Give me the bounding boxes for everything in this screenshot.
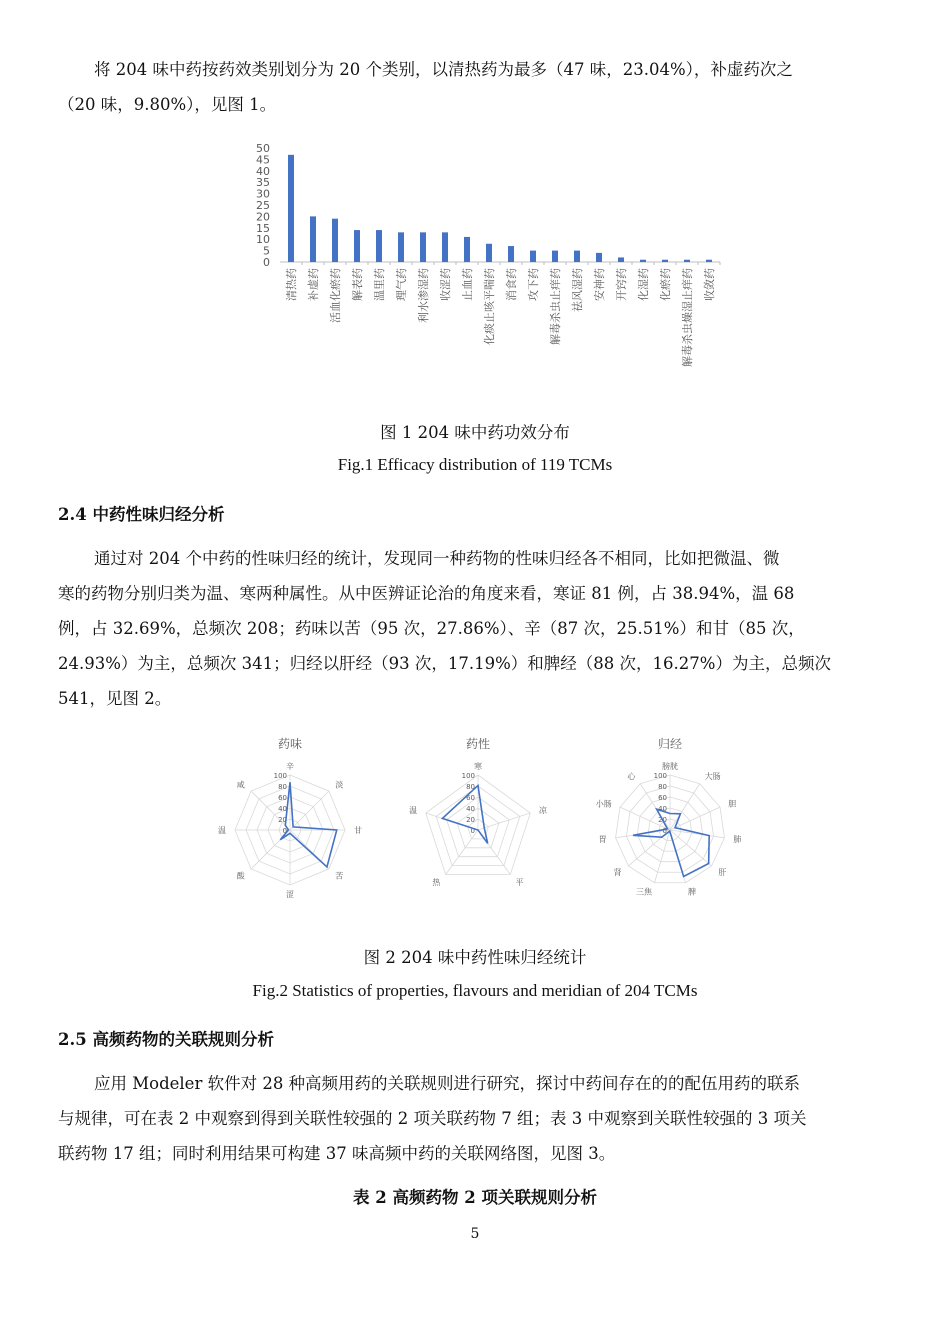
radar-tick-label: 60 — [278, 794, 287, 802]
bar — [684, 260, 690, 262]
radar-tick-label: 20 — [466, 816, 475, 824]
radar-axis-label: 咸 — [236, 780, 245, 790]
y-tick-label: 45 — [256, 153, 270, 167]
x-tick-label: 清热药 — [285, 268, 298, 301]
radar-tick-label: 40 — [278, 805, 287, 813]
bar — [530, 251, 536, 262]
radar-axis-label: 胆 — [728, 799, 737, 809]
radar-tick-label: 100 — [461, 772, 475, 780]
radar-chart — [218, 736, 362, 899]
bar — [596, 253, 602, 262]
bar — [442, 232, 448, 262]
x-tick-label: 化痰止咳平喘药 — [483, 268, 496, 345]
radar-axis-label: 甘 — [354, 826, 362, 835]
y-tick-label: 20 — [256, 210, 270, 224]
radar-tick-label: 60 — [466, 794, 475, 802]
radar-title: 归经 — [657, 737, 683, 751]
y-tick-label: 5 — [263, 244, 270, 258]
bar — [310, 216, 316, 262]
radar-axis-label: 三焦 — [635, 887, 652, 897]
radar-title: 药味 — [277, 737, 303, 751]
radar-tick-label: 0 — [282, 827, 287, 835]
text-line: 与规律，可在表 2 中观察到得到关联性较强的 2 项关联药物 7 组；表 3 中观察到关联性较强的 3 项关 — [58, 1109, 807, 1128]
x-tick-label: 利水渗湿药 — [417, 268, 430, 323]
fig1-caption-en: Fig.1 Efficacy distribution of 119 TCMs — [337, 455, 613, 474]
x-tick-label: 解毒杀虫燥湿止痒药 — [681, 268, 694, 367]
radar-axis-label: 淡 — [335, 780, 344, 790]
x-tick-label: 温里药 — [373, 268, 386, 301]
radar-axis-label: 涩 — [286, 890, 294, 899]
section-heading-2-5: 2.5 高频药物的关联规则分析 — [58, 1030, 274, 1049]
text-line: 24.93%）为主，总频次 341；归经以肝经（93 次，17.19%）和脾经（88 次，16.27%）为主，总频次 — [58, 654, 831, 673]
radar-axis-label: 肺 — [733, 835, 742, 845]
radar-axis-label: 脾 — [688, 887, 697, 897]
table2-title: 表 2 高频药物 2 项关联规则分析 — [353, 1188, 597, 1207]
radar-axis-label: 温 — [409, 806, 418, 816]
radar-axis-label: 平 — [515, 877, 524, 887]
bar — [574, 251, 580, 262]
efficacy-bar-chart — [240, 140, 740, 395]
x-tick-label: 止血药 — [461, 268, 474, 301]
fig1-caption-cn: 图 1 204 味中药功效分布 — [380, 423, 570, 442]
y-tick-label: 0 — [263, 256, 270, 269]
x-tick-label: 活血化瘀药 — [329, 268, 342, 323]
bar — [354, 230, 360, 262]
radar-series-line — [280, 782, 336, 867]
radar-tick-label: 40 — [466, 805, 475, 813]
radar-tick-label: 40 — [658, 805, 667, 813]
bar — [552, 251, 558, 262]
bar — [288, 155, 294, 262]
text-line: 应用 Modeler 软件对 28 种高频用药的关联规则进行研究，探讨中药间存在的的配伍用药的联系 — [94, 1074, 801, 1093]
property-radar-charts — [200, 730, 760, 915]
paragraph-efficacy-intro — [58, 52, 892, 122]
radar-axis-label: 酸 — [236, 871, 245, 881]
radar-tick-label: 100 — [653, 772, 667, 780]
y-tick-label: 15 — [256, 221, 270, 235]
radar-axis-label: 热 — [432, 877, 441, 887]
text-line: 寒的药物分别归类为温、寒两种属性。从中医辨证论治的角度来看，寒证 81 例，占 38.94%，温 68 — [58, 584, 795, 603]
radar-axis-label: 寒 — [474, 762, 482, 771]
radar-tick-label: 80 — [278, 783, 287, 791]
bar — [332, 219, 338, 262]
radar-tick-label: 60 — [658, 794, 667, 802]
radar-tick-label: 80 — [466, 783, 475, 791]
paragraph-property-analysis — [58, 541, 892, 716]
x-tick-label: 解毒杀虫止痒药 — [549, 268, 562, 345]
text-line: 通过对 204 个中药的性味归经的统计，发现同一种药物的性味归经各不相同，比如把微温、微 — [94, 549, 780, 568]
x-tick-label: 理气药 — [395, 268, 408, 301]
radar-axis-label: 肝 — [718, 867, 727, 877]
x-tick-label: 消食药 — [505, 268, 518, 301]
radar-axis-label: 心 — [627, 772, 636, 782]
fig2-caption-en: Fig.2 Statistics of properties, flavours and meridian of 204 TCMs — [252, 981, 698, 1000]
radar-title: 药性 — [465, 737, 491, 751]
radar-tick-label: 0 — [662, 827, 667, 835]
x-tick-label: 攻下药 — [527, 268, 540, 301]
fig2-caption-cn: 图 2 204 味中药性味归经统计 — [363, 948, 587, 967]
x-tick-label: 解表药 — [351, 268, 364, 301]
y-tick-label: 50 — [256, 142, 270, 155]
radar-axis-label: 大肠 — [704, 772, 721, 782]
radar-tick-label: 20 — [278, 816, 287, 824]
bar — [486, 244, 492, 262]
radar-axis-label: 辛 — [286, 762, 294, 771]
y-tick-label: 30 — [256, 187, 270, 201]
radar-axis-label: 温 — [218, 826, 226, 835]
bar — [662, 260, 668, 262]
y-tick-label: 40 — [256, 164, 270, 178]
radar-axis-label: 小肠 — [595, 799, 612, 809]
radar-tick-label: 20 — [658, 816, 667, 824]
x-tick-label: 开窍药 — [615, 268, 628, 301]
section-heading-2-4: 2.4 中药性味归经分析 — [58, 505, 225, 524]
radar-axis-label: 膀胱 — [662, 762, 678, 771]
paragraph-association-rules — [58, 1066, 892, 1171]
bar — [640, 260, 646, 262]
text-line: 541，见图 2。 — [58, 689, 172, 708]
radar-axis-label: 凉 — [538, 806, 547, 816]
x-tick-label: 安神药 — [593, 268, 606, 301]
y-tick-label: 10 — [256, 233, 270, 247]
radar-chart — [596, 737, 742, 896]
radar-tick-label: 80 — [658, 783, 667, 791]
y-tick-label: 35 — [256, 176, 270, 190]
text-line: （20 味，9.80%），见图 1。 — [58, 95, 277, 114]
text-line: 例，占 32.69%，总频次 208；药味以苦（95 次，27.86%）、辛（87 次，25.51%）和甘（85 次， — [58, 619, 805, 638]
x-tick-label: 化湿药 — [637, 268, 650, 301]
bar — [706, 260, 712, 262]
radar-chart — [409, 736, 548, 887]
bar — [376, 230, 382, 262]
radar-tick-label: 100 — [273, 772, 287, 780]
bar — [398, 232, 404, 262]
radar-axis-label: 肾 — [613, 867, 622, 877]
page-number: 5 — [470, 1226, 480, 1242]
radar-tick-label: 0 — [470, 827, 475, 835]
radar-axis-label: 苦 — [335, 871, 344, 881]
x-tick-label: 补虚药 — [307, 268, 320, 301]
x-tick-label: 收敛药 — [703, 268, 716, 301]
bar — [508, 246, 514, 262]
radar-axis-label: 胃 — [598, 835, 607, 845]
text-line: 将 204 味中药按药效类别划分为 20 个类别，以清热药为最多（47 味，23.04%），补虚药次之 — [94, 60, 793, 79]
bar — [618, 257, 624, 262]
radar-series-line — [442, 785, 487, 843]
x-tick-label: 化瘀药 — [659, 268, 672, 301]
y-tick-label: 25 — [256, 199, 270, 212]
text-line: 联药物 17 组；同时利用结果可构建 37 味高频中药的关联网络图，见图 3。 — [58, 1144, 616, 1163]
bar — [420, 232, 426, 262]
x-tick-label: 祛风湿药 — [571, 268, 584, 312]
bar — [464, 237, 470, 262]
x-tick-label: 收涩药 — [439, 268, 452, 301]
